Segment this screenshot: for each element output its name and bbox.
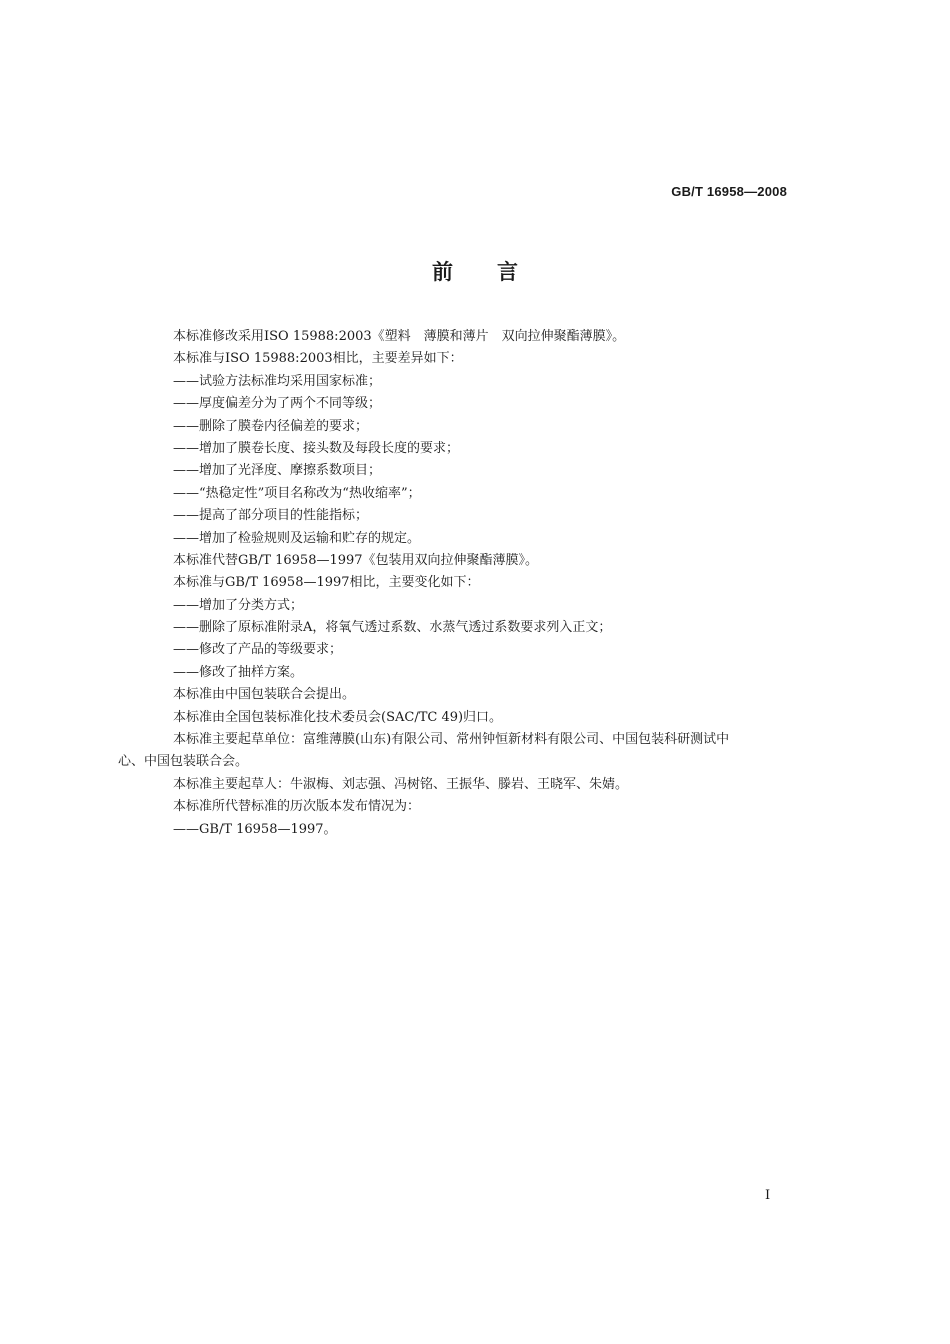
paragraph: 本标准由全国包装标准化技术委员会(SAC/TC 49)归口。 [173, 709, 503, 725]
list-item: ——增加了检验规则及运输和贮存的规定。 [173, 530, 421, 546]
list-item: ——GB/T 16958—1997。 [173, 821, 337, 837]
page-number: I [765, 1188, 771, 1203]
page-title: 前言 [432, 260, 562, 284]
list-item: ——增加了光泽度、摩擦系数项目； [173, 463, 382, 479]
list-item: ——试验方法标准均采用国家标准； [173, 373, 382, 389]
foreword-body [118, 326, 796, 841]
paragraph: 本标准代替GB/T 16958—1997《包装用双向拉伸聚酯薄膜》。 [173, 552, 539, 568]
list-item: ——提高了部分项目的性能指标； [173, 508, 369, 524]
paragraph-continuation: 心、中国包装联合会。 [118, 754, 249, 770]
paragraph: 本标准与GB/T 16958—1997相比，主要变化如下： [173, 575, 480, 591]
paragraph: 本标准所代替标准的历次版本发布情况为： [173, 799, 421, 815]
paragraph: 本标准主要起草人：牛淑梅、刘志强、冯树铭、王振华、滕岩、王晓军、朱婧。 [173, 776, 629, 792]
list-item: ——厚度偏差分为了两个不同等级； [173, 396, 382, 412]
list-item: ——“热稳定性”项目名称改为“热收缩率”； [173, 485, 421, 501]
list-item: ——修改了产品的等级要求； [173, 642, 343, 658]
paragraph: 本标准与ISO 15988:2003相比，主要差异如下： [173, 351, 463, 367]
paragraph: 本标准修改采用ISO 15988:2003《塑料 薄膜和薄片 双向拉伸聚酯薄膜》。 [173, 329, 626, 344]
list-item: ——修改了抽样方案。 [173, 664, 304, 680]
paragraph: 本标准由中国包装联合会提出。 [173, 687, 356, 703]
list-item: ——增加了分类方式； [173, 597, 304, 613]
standard-code: GB/T 16958—2008 [671, 184, 787, 199]
list-item: ——删除了原标准附录A，将氧气透过系数、水蒸气透过系数要求列入正文； [173, 620, 612, 636]
list-item: ——删除了膜卷内径偏差的要求； [173, 418, 369, 434]
paragraph: 本标准主要起草单位：富维薄膜(山东)有限公司、常州钟恒新材料有限公司、中国包装科研测试中 [173, 732, 730, 748]
list-item: ——增加了膜卷长度、接头数及每段长度的要求； [173, 440, 460, 456]
